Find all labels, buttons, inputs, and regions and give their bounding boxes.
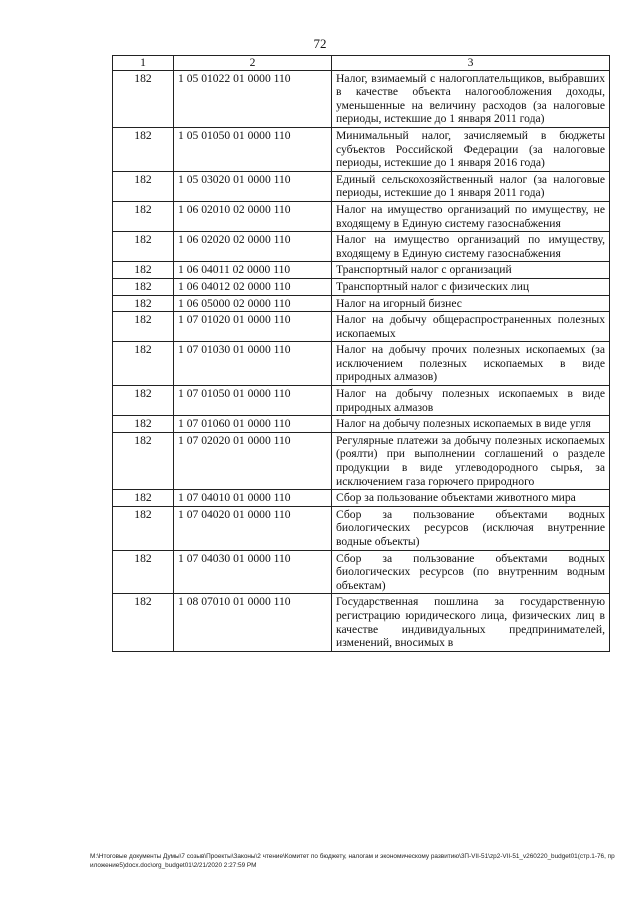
budget-code-cell: 1 07 01060 01 0000 110 [174, 416, 332, 433]
table-row [113, 416, 610, 433]
column-header-3: 3 [332, 56, 610, 71]
admin-code-cell: 182 [113, 312, 174, 342]
budget-code-cell: 1 07 04030 01 0000 110 [174, 550, 332, 594]
description-cell: Налог, взимаемый с налогоплательщиков, выбравших в качестве объекта налогообложения доходы, уменьшенные на величину расходов (за налоговые периоды, истекшие до 1 января 2011 года) [332, 70, 610, 127]
column-header-1: 1 [113, 56, 174, 71]
admin-code-cell: 182 [113, 127, 174, 171]
budget-code-cell: 1 07 01050 01 0000 110 [174, 386, 332, 416]
description-cell: Налог на имущество организаций по имуществу, входящему в Единую систему газоснабжения [332, 232, 610, 262]
budget-code-cell: 1 06 02020 02 0000 110 [174, 232, 332, 262]
admin-code-cell: 182 [113, 342, 174, 386]
table-row [113, 550, 610, 594]
admin-code-cell: 182 [113, 232, 174, 262]
description-cell: Регулярные платежи за добычу полезных ископаемых (роялти) при выполнении соглашений о разделе продукции в виде углеводородного сырья, за исключением газа горючего природного [332, 432, 610, 489]
budget-code-cell: 1 06 05000 02 0000 110 [174, 295, 332, 312]
table-row [113, 386, 610, 416]
column-header-2: 2 [174, 56, 332, 71]
table-row [113, 312, 610, 342]
budget-code-cell: 1 07 04020 01 0000 110 [174, 506, 332, 550]
budget-code-cell: 1 05 03020 01 0000 110 [174, 171, 332, 201]
table-row [113, 432, 610, 489]
table-row [113, 201, 610, 231]
admin-code-cell: 182 [113, 594, 174, 651]
description-cell: Налог на добычу полезных ископаемых в виде угля [332, 416, 610, 433]
admin-code-cell: 182 [113, 171, 174, 201]
admin-code-cell: 182 [113, 295, 174, 312]
table-row [113, 342, 610, 386]
table-row [113, 127, 610, 171]
budget-code-cell: 1 07 01020 01 0000 110 [174, 312, 332, 342]
budget-code-cell: 1 06 04011 02 0000 110 [174, 262, 332, 279]
description-cell: Сбор за пользование объектами водных биологических ресурсов (исключая внутренние водные объекты) [332, 506, 610, 550]
table-row [113, 171, 610, 201]
description-cell: Налог на игорный бизнес [332, 295, 610, 312]
budget-code-cell: 1 05 01022 01 0000 110 [174, 70, 332, 127]
description-cell: Налог на добычу общераспространенных полезных ископаемых [332, 312, 610, 342]
budget-code-cell: 1 07 02020 01 0000 110 [174, 432, 332, 489]
table-row [113, 295, 610, 312]
budget-code-cell: 1 07 04010 01 0000 110 [174, 490, 332, 507]
description-cell: Сбор за пользование объектами животного мира [332, 490, 610, 507]
table-header-row [113, 56, 610, 71]
budget-code-cell: 1 06 04012 02 0000 110 [174, 278, 332, 295]
admin-code-cell: 182 [113, 432, 174, 489]
budget-code-cell: 1 06 02010 02 0000 110 [174, 201, 332, 231]
description-cell: Государственная пошлина за государственную регистрацию юридического лица, физических лиц в качестве индивидуальных предпринимателей, изменений, вносимых в [332, 594, 610, 651]
admin-code-cell: 182 [113, 262, 174, 279]
description-cell: Налог на добычу прочих полезных ископаемых (за исключением полезных ископаемых в виде природных алмазов) [332, 342, 610, 386]
admin-code-cell: 182 [113, 506, 174, 550]
admin-code-cell: 182 [113, 201, 174, 231]
table-row [113, 506, 610, 550]
description-cell: Единый сельскохозяйственный налог (за налоговые периоды, истекшие до 1 января 2011 года) [332, 171, 610, 201]
description-cell: Транспортный налог с физических лиц [332, 278, 610, 295]
admin-code-cell: 182 [113, 70, 174, 127]
admin-code-cell: 182 [113, 490, 174, 507]
table-row [113, 232, 610, 262]
budget-code-cell: 1 07 01030 01 0000 110 [174, 342, 332, 386]
admin-code-cell: 182 [113, 386, 174, 416]
table-row [113, 278, 610, 295]
admin-code-cell: 182 [113, 550, 174, 594]
description-cell: Транспортный налог с организаций [332, 262, 610, 279]
revenue-codes-table [112, 55, 610, 652]
description-cell: Сбор за пользование объектами водных биологических ресурсов (по внутренним водным объектам) [332, 550, 610, 594]
table-row [113, 70, 610, 127]
page-number: 72 [313, 36, 327, 51]
admin-code-cell: 182 [113, 416, 174, 433]
table-row [113, 594, 610, 651]
budget-code-cell: 1 05 01050 01 0000 110 [174, 127, 332, 171]
table-row [113, 490, 610, 507]
budget-code-cell: 1 08 07010 01 0000 110 [174, 594, 332, 651]
description-cell: Налог на имущество организаций по имуществу, не входящему в Единую систему газоснабжения [332, 201, 610, 231]
description-cell: Минимальный налог, зачисляемый в бюджеты субъектов Российской Федерации (за налоговые периоды, истекшие до 1 января 2016 года) [332, 127, 610, 171]
admin-code-cell: 182 [113, 278, 174, 295]
table-row [113, 262, 610, 279]
description-cell: Налог на добычу полезных ископаемых в виде природных алмазов [332, 386, 610, 416]
footer-file-path: M:\Нтоговые документы Думы\7 созыв\Проекты\Законы\2 чтение\Комитет по бюджету, налогам и экономическому развитию\3П-VII-51\zp2-VII-51_v260220_budget01(стр.1-76, приложение5)docx.doc\org_budget01\2/21/2020 2:27:59 PM [90, 853, 615, 869]
